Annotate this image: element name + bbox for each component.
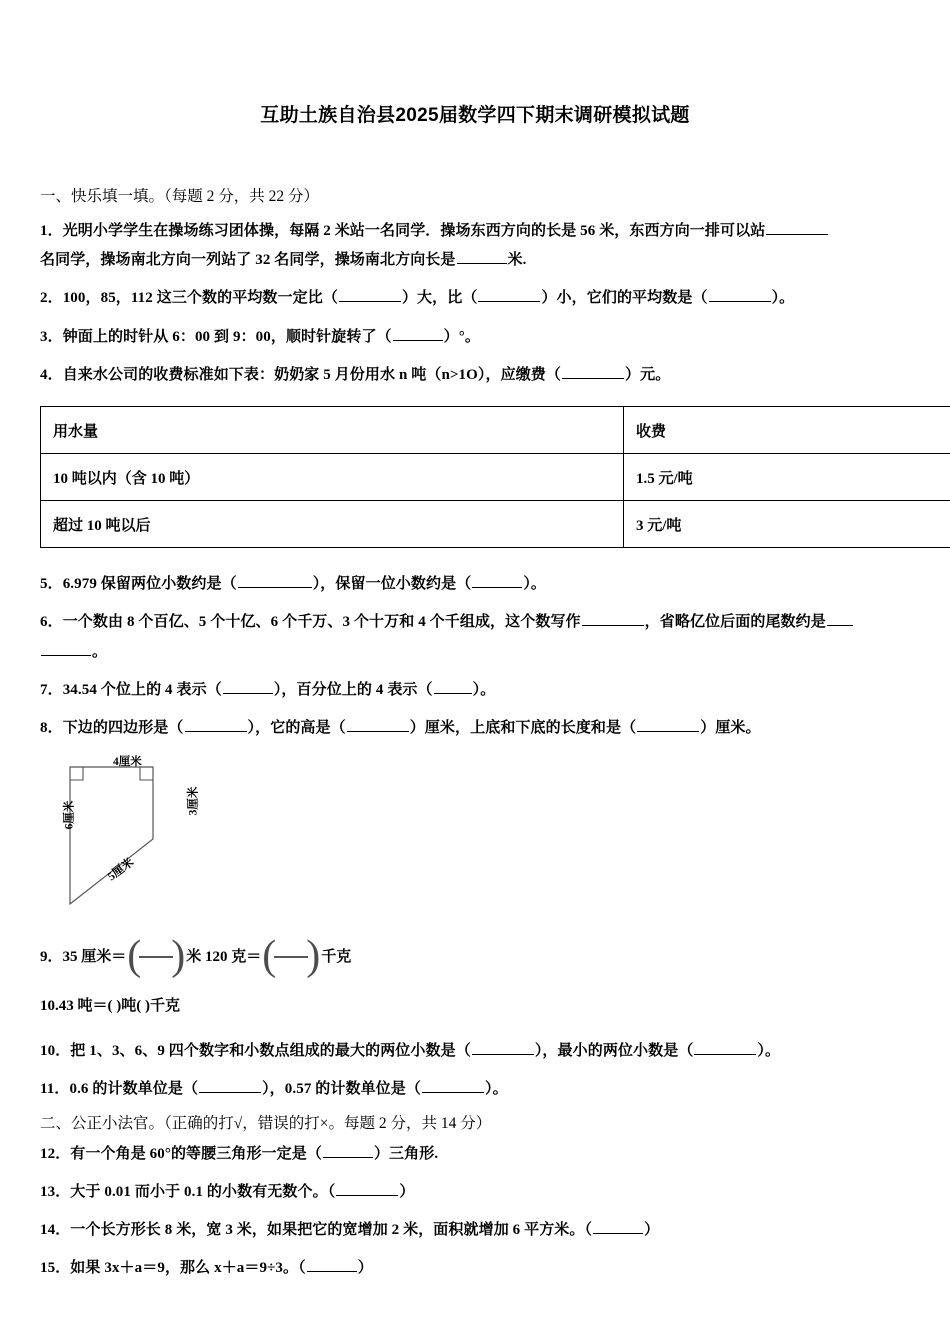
table-cell-fee: 1.5 元/吨 [624,454,950,501]
water-fee-table [40,406,950,548]
question-15-text-b: ） [357,1260,373,1277]
table-header-usage: 用水量 [41,407,624,454]
figure-label-top: 4厘米 [113,756,142,769]
question-8-text-a: 8．下边的四边形是（ [40,720,184,737]
question-8-text-b: ），它的高是（ [247,720,346,737]
fraction-blank-2[interactable] [262,933,321,980]
question-7-text-a: 7．34.54 个位上的 4 表示（ [40,681,222,698]
question-2-text-b: ）大，比（ [401,290,478,307]
figure-label-left: 6厘米 [63,801,76,830]
question-10-text-a: 10．把 1、3、6、9 四个数字和小数点组成的最大的两位小数是（ [40,1042,471,1059]
answer-blank[interactable] [422,1077,484,1093]
question-3-text-a: 3．钟面上的时针从 6：00 到 9：00，顺时针旋转了（ [40,328,392,345]
table-cell-usage: 超过 10 吨以后 [41,501,624,548]
question-1-text-c: 米. [507,252,527,269]
answer-blank[interactable] [827,610,853,626]
question-9-text-a: 9．35 厘米＝ [40,949,127,966]
question-7 [40,676,910,705]
table-cell-usage: 10 吨以内（含 10 吨） [41,454,624,501]
answer-blank[interactable] [694,1039,756,1055]
question-11-text-c: ）。 [484,1081,508,1098]
answer-blank[interactable] [593,1218,643,1234]
quadrilateral-svg [58,749,258,909]
question-9 [40,933,910,980]
right-angle-mark-left [70,767,83,780]
question-5 [40,570,910,599]
question-13-text-b: ） [399,1183,415,1200]
page-title: 互助土族自治县2025届数学四下期末调研模拟试题 [260,105,690,126]
answer-blank[interactable] [199,1077,261,1093]
table-cell-fee: 3 元/吨 [624,501,950,548]
answer-blank[interactable] [766,219,828,235]
answer-blank[interactable] [472,1039,534,1055]
right-angle-mark-right [140,767,153,780]
question-10-text-b: ），最小的两位小数是（ [534,1042,694,1059]
question-10-43-line: 10.43 吨＝( )吨( )千克 [40,998,180,1015]
question-9-text-c: 千克 [321,949,352,966]
answer-blank[interactable] [637,716,699,732]
question-14-text-b: ） [644,1222,660,1239]
question-15 [40,1254,910,1283]
question-13 [40,1178,910,1207]
quadrilateral-figure [58,749,298,924]
left-paren-icon: ( [262,933,277,980]
question-2 [40,284,910,313]
fraction-bar [139,956,173,958]
answer-blank[interactable] [41,640,91,656]
fraction-blank-1[interactable] [127,933,186,980]
question-12-text-b: ）三角形. [373,1145,439,1162]
question-9-text-b: 米 120 克＝ [186,949,262,966]
question-4 [40,361,910,390]
question-12-text-a: 12．有一个角是 60°的等腰三角形一定是（ [40,1145,322,1162]
table-row [41,407,950,454]
question-2-text-d: ）。 [771,290,795,307]
question-2-text-c: ）小，它们的平均数是（ [541,290,708,307]
question-6 [40,608,910,667]
question-7-text-c: ）。 [472,681,496,698]
answer-blank[interactable] [582,610,644,626]
question-6-text-b: ，省略亿位后面的尾数约是 [644,614,826,631]
section-heading-1: 一、快乐填一填。（每题 2 分，共 22 分） [40,187,320,205]
answer-blank[interactable] [562,363,624,379]
answer-blank[interactable] [709,286,771,302]
question-5-text-a: 5．6.979 保留两位小数约是（ [40,576,237,593]
answer-blank[interactable] [347,716,409,732]
answer-blank[interactable] [434,678,472,694]
question-6-text-c: 。 [92,643,108,660]
question-3 [40,323,910,352]
question-1-text-b: 名同学，操场南北方向一列站了 32 名同学，操场南北方向长是 [40,252,456,269]
quadrilateral-outline [70,767,153,904]
question-5-text-c: ）。 [523,576,547,593]
question-10-text-c: ）。 [757,1042,781,1059]
question-15-text-a: 15．如果 3x＋a＝9，那么 x＋a＝9÷3。（ [40,1260,306,1277]
right-paren-icon: ) [171,933,186,980]
question-11-text-b: ），0.57 的计数单位是（ [262,1081,421,1098]
table-header-fee: 收费 [624,407,950,454]
answer-blank[interactable] [472,572,522,588]
question-10 [40,1037,910,1066]
table-row [41,454,950,501]
question-4-text-b: ）元。 [625,366,671,383]
question-2-text-a: 2．100，85，112 这三个数的平均数一定比（ [40,290,338,307]
answer-blank[interactable] [336,1180,398,1196]
fraction-bar [274,956,308,958]
question-12 [40,1140,910,1169]
question-3-text-b: ）°。 [443,328,480,345]
section-heading-2: 二、公正小法官。（正确的打√，错误的打×。每题 2 分，共 14 分） [40,1115,492,1133]
answer-blank[interactable] [478,286,540,302]
answer-blank[interactable] [323,1142,373,1158]
answer-blank[interactable] [185,716,247,732]
question-4-text-a: 4．自来水公司的收费标准如下表：奶奶家 5 月份用水 n 吨（n>1O），应缴费（ [40,366,562,383]
left-paren-icon: ( [127,933,142,980]
question-1 [40,217,910,276]
question-14 [40,1216,910,1245]
answer-blank[interactable] [307,1256,357,1272]
question-8-text-d: ）厘米。 [700,720,761,737]
answer-blank[interactable] [393,325,443,341]
right-paren-icon: ) [306,933,321,980]
question-6-text-a: 6．一个数由 8 个百亿、5 个十亿、6 个千万、3 个十万和 4 个千组成，这个数写作 [40,614,581,631]
question-8 [40,714,910,743]
answer-blank[interactable] [238,572,312,588]
question-7-text-b: ），百分位上的 4 表示（ [273,681,433,698]
answer-blank[interactable] [223,678,273,694]
question-1-text-a: 1．光明小学学生在操场练习团体操，每隔 2 米站一名同学．操场东西方向的长是 56 米，东西方向一排可以站 [40,222,766,239]
question-11-text-a: 11．0.6 的计数单位是（ [40,1081,199,1098]
figure-label-right: 3厘米 [187,787,200,816]
question-8-text-c: ）厘米，上底和下底的长度和是（ [409,720,637,737]
table-row [41,501,950,548]
question-11 [40,1075,910,1104]
answer-blank[interactable] [457,248,507,264]
question-13-text-a: 13．大于 0.01 而小于 0.1 的小数有无数个。（ [40,1183,336,1200]
answer-blank[interactable] [339,286,401,302]
question-14-text-a: 14．一个长方形长 8 米，宽 3 米，如果把它的宽增加 2 米，面积就增加 6 平方米。（ [40,1222,593,1239]
figure-label-diagonal: 5厘米 [105,856,137,884]
question-5-text-b: ），保留一位小数约是（ [312,576,472,593]
